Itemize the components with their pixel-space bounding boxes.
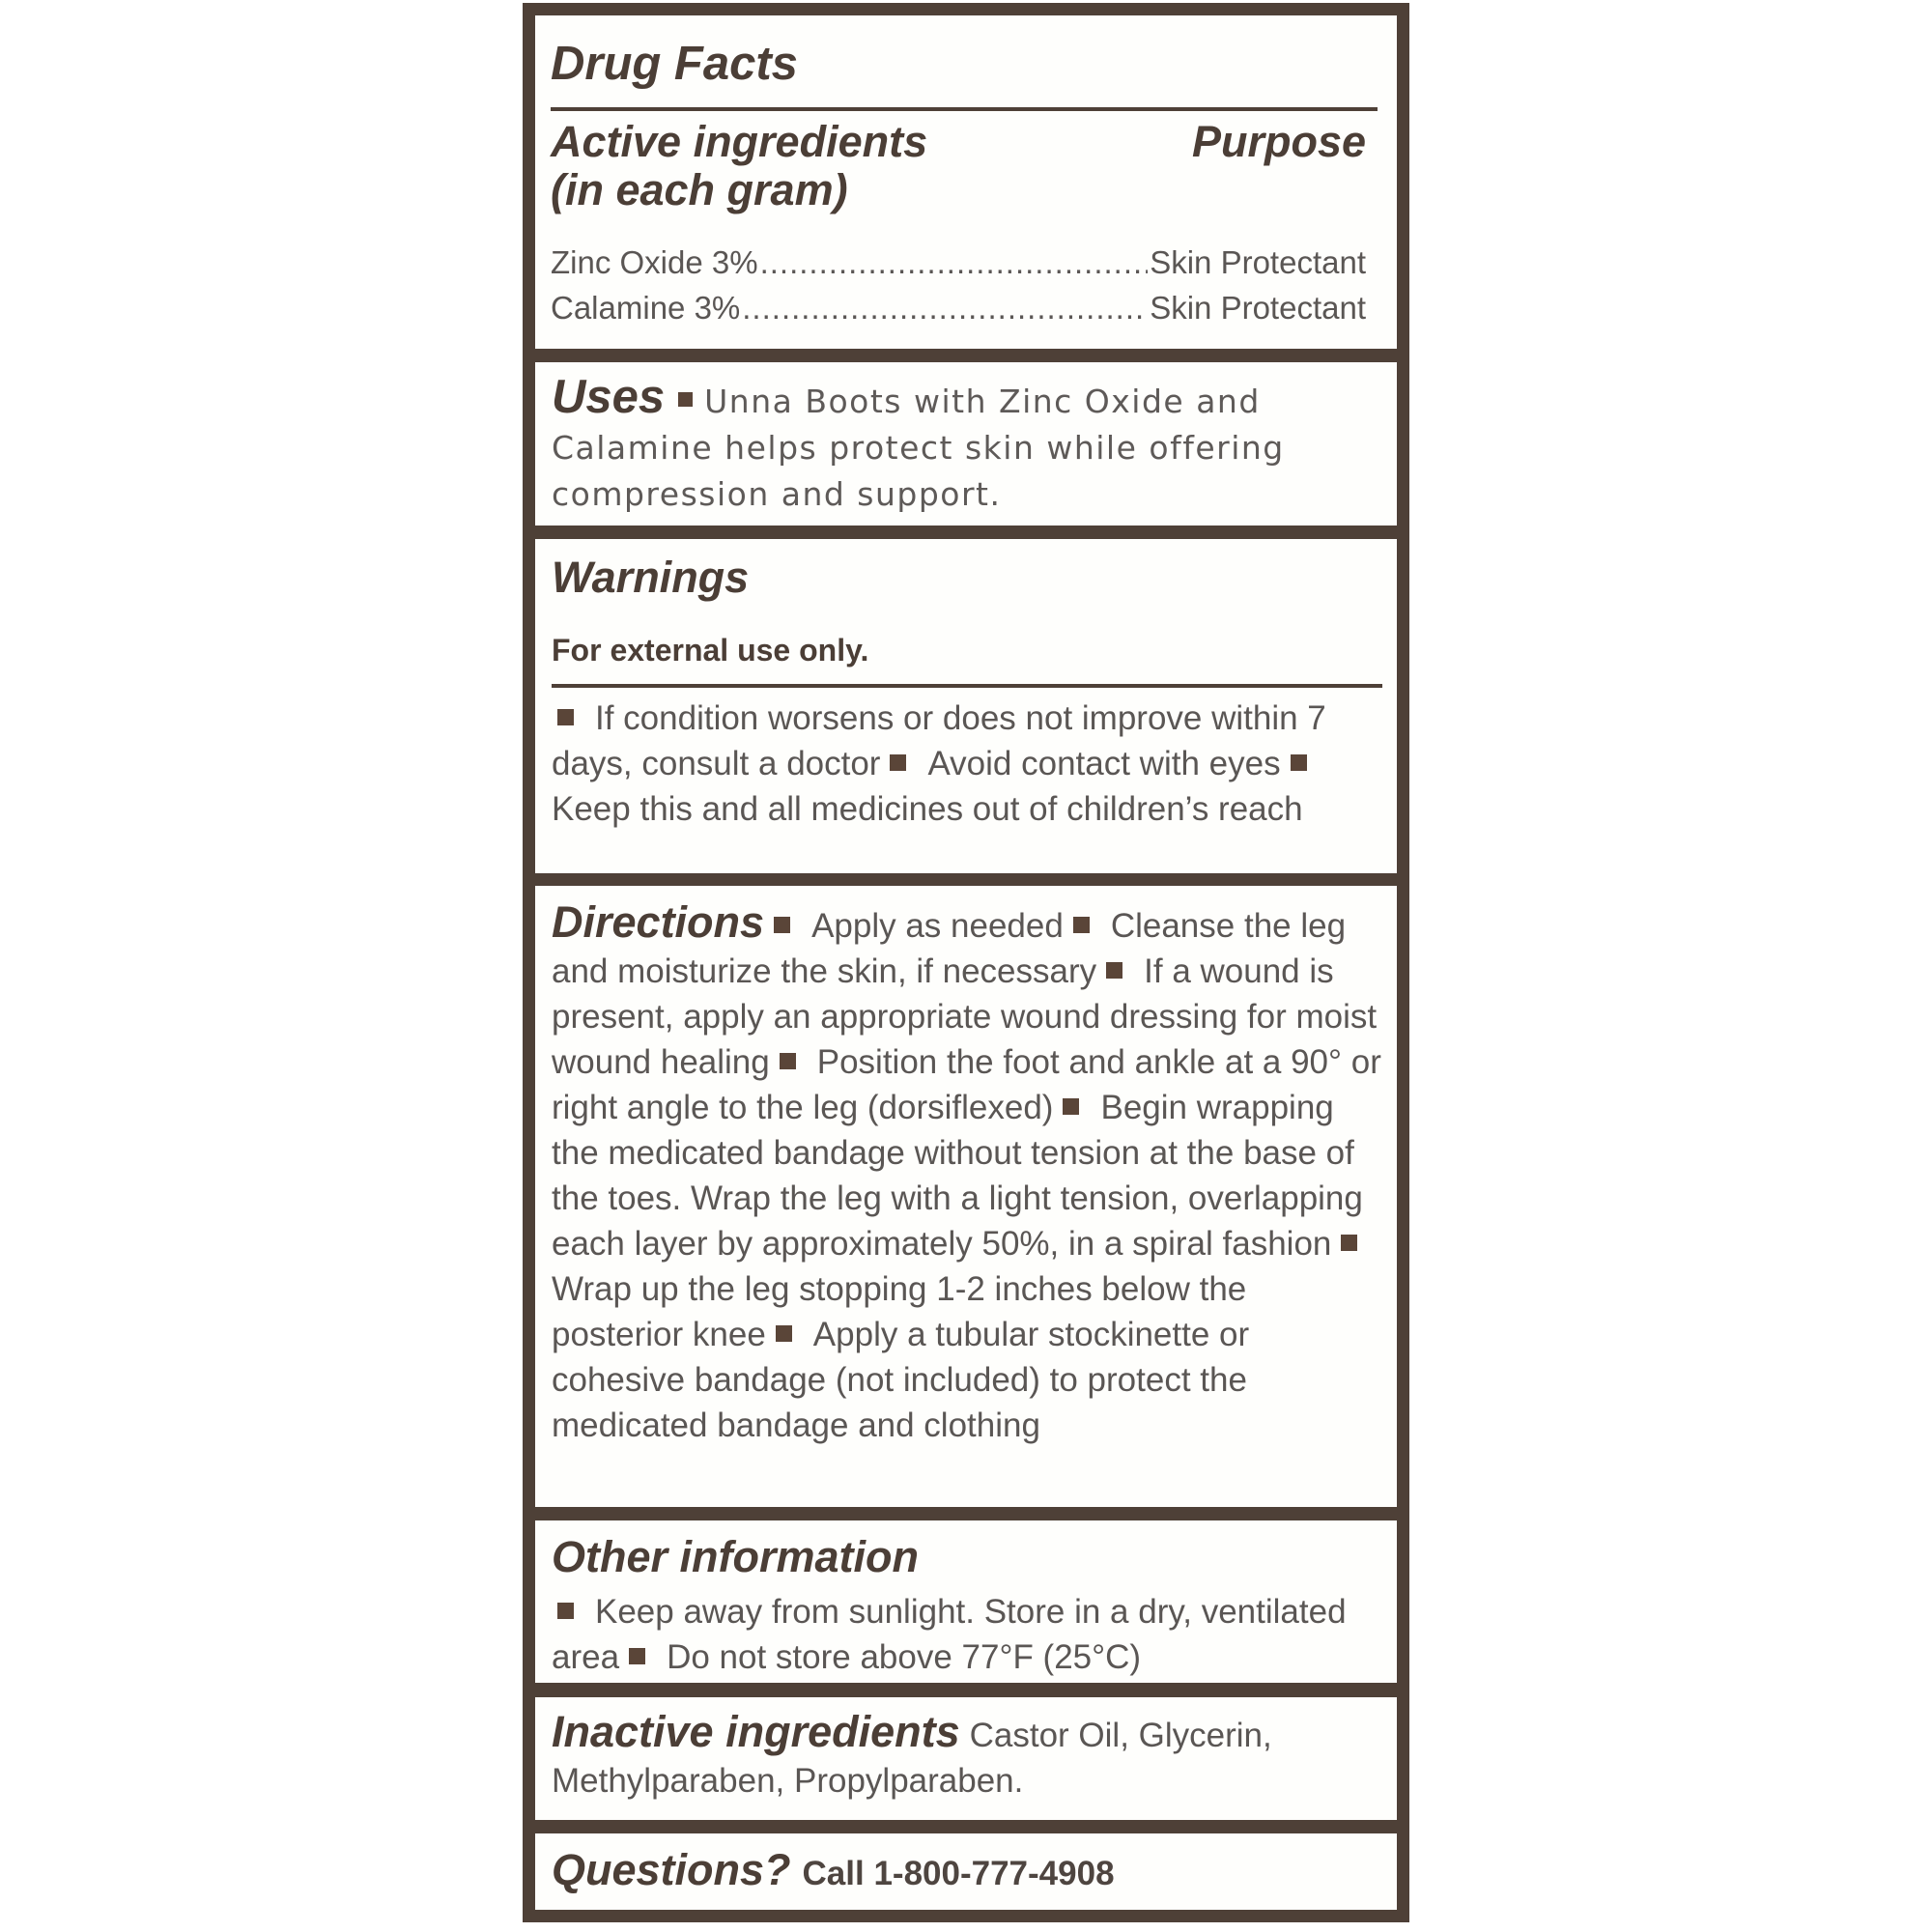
inactive-ingredients-text [552, 1709, 1382, 1804]
warnings-subheading: For external use only. [552, 633, 869, 668]
bullet-square-icon [629, 1648, 645, 1664]
inactive-ingredients-list: Castor Oil, Glycerin, Methylparaben, Propylparaben. [552, 1717, 1272, 1800]
warning-item: If condition worsens or does not improve within 7 days, consult a doctor [552, 699, 1326, 782]
warnings-text [552, 696, 1382, 832]
active-ingredients-table [551, 240, 1366, 330]
uses-section [535, 362, 1397, 526]
questions-heading: Questions? [552, 1845, 791, 1894]
bullet-square-icon [780, 1053, 796, 1069]
ingredient-row [551, 285, 1366, 330]
ingredient-row [551, 240, 1366, 285]
drug-facts-label [523, 3, 1409, 1922]
label-title: Drug Facts [551, 38, 798, 90]
direction-item: Apply as needed [811, 907, 1064, 945]
title-divider [551, 107, 1378, 111]
dot-leader [742, 285, 1148, 330]
bullet-square-icon [890, 754, 906, 771]
warnings-heading: Warnings [552, 553, 750, 602]
bullet-square-icon [1341, 1235, 1357, 1251]
ingredient-purpose: Skin Protectant [1150, 244, 1366, 280]
uses-text [552, 371, 1344, 518]
warning-item: Keep this and all medicines out of children’s reach [552, 790, 1303, 828]
questions-section [535, 1833, 1397, 1910]
bullet-square-icon [557, 1603, 574, 1619]
bullet-square-icon [774, 917, 790, 933]
bullet-square-icon [557, 709, 574, 725]
warnings-section [535, 539, 1397, 873]
direction-item: Begin wrapping the medicated bandage without tension at the base of the toes. Wrap the leg with a light tension, overlapping each layer by approximately 50%, in a spiral fashion [552, 1089, 1363, 1263]
bullet-square-icon [678, 392, 693, 407]
directions-heading: Directions [552, 897, 765, 947]
phone-number: Call 1-800-777-4908 [802, 1855, 1115, 1892]
directions-text [552, 899, 1382, 1448]
other-information-heading: Other information [552, 1532, 919, 1581]
active-ingredients-section [535, 15, 1397, 349]
other-information-section [535, 1520, 1397, 1683]
direction-item: If a wound is present, apply an appropriate wound dressing for moist wound healing [552, 952, 1378, 1081]
direction-item: Cleanse the leg and moisturize the skin, if necessary [552, 907, 1347, 990]
bullet-square-icon [1073, 917, 1090, 933]
bullet-square-icon [1063, 1098, 1079, 1115]
uses-item: Unna Boots with Zinc Oxide and Calamine helps protect skin while offering compression and support. [552, 383, 1285, 513]
bullet-square-icon [1291, 754, 1307, 771]
direction-item: Wrap up the leg stopping 1-2 inches below the posterior knee [552, 1270, 1247, 1353]
other-information-text [552, 1589, 1392, 1680]
bullet-square-icon [776, 1325, 792, 1342]
active-ingredients-heading-line2: (in each gram) [551, 165, 848, 214]
ingredient-name: Zinc Oxide 3% [551, 244, 758, 280]
questions-text [552, 1845, 1115, 1895]
bullet-square-icon [1106, 962, 1122, 979]
directions-section [535, 886, 1397, 1507]
inactive-ingredients-heading: Inactive ingredients [552, 1707, 960, 1756]
other-information-item: Keep away from sunlight. Store in a dry, ventilated area [552, 1593, 1347, 1676]
direction-item: Position the foot and ankle at a 90° or right angle to the leg (dorsiflexed) [552, 1043, 1381, 1126]
active-ingredients-heading-line1: Active ingredients [551, 117, 928, 166]
direction-item: Apply a tubular stockinette or cohesive bandage (not included) to protect the medicated bandage and clothing [552, 1316, 1250, 1444]
ingredient-purpose: Skin Protectant [1150, 290, 1366, 326]
warning-item: Avoid contact with eyes [927, 745, 1281, 782]
dot-leader [760, 240, 1149, 285]
uses-heading: Uses [552, 371, 666, 423]
inactive-ingredients-section [535, 1697, 1397, 1820]
ingredient-name: Calamine 3% [551, 290, 741, 326]
purpose-heading: Purpose [1191, 117, 1366, 166]
active-ingredients-heading [551, 118, 927, 214]
other-information-item: Do not store above 77°F (25°C) [667, 1638, 1142, 1676]
warnings-divider [552, 684, 1382, 688]
